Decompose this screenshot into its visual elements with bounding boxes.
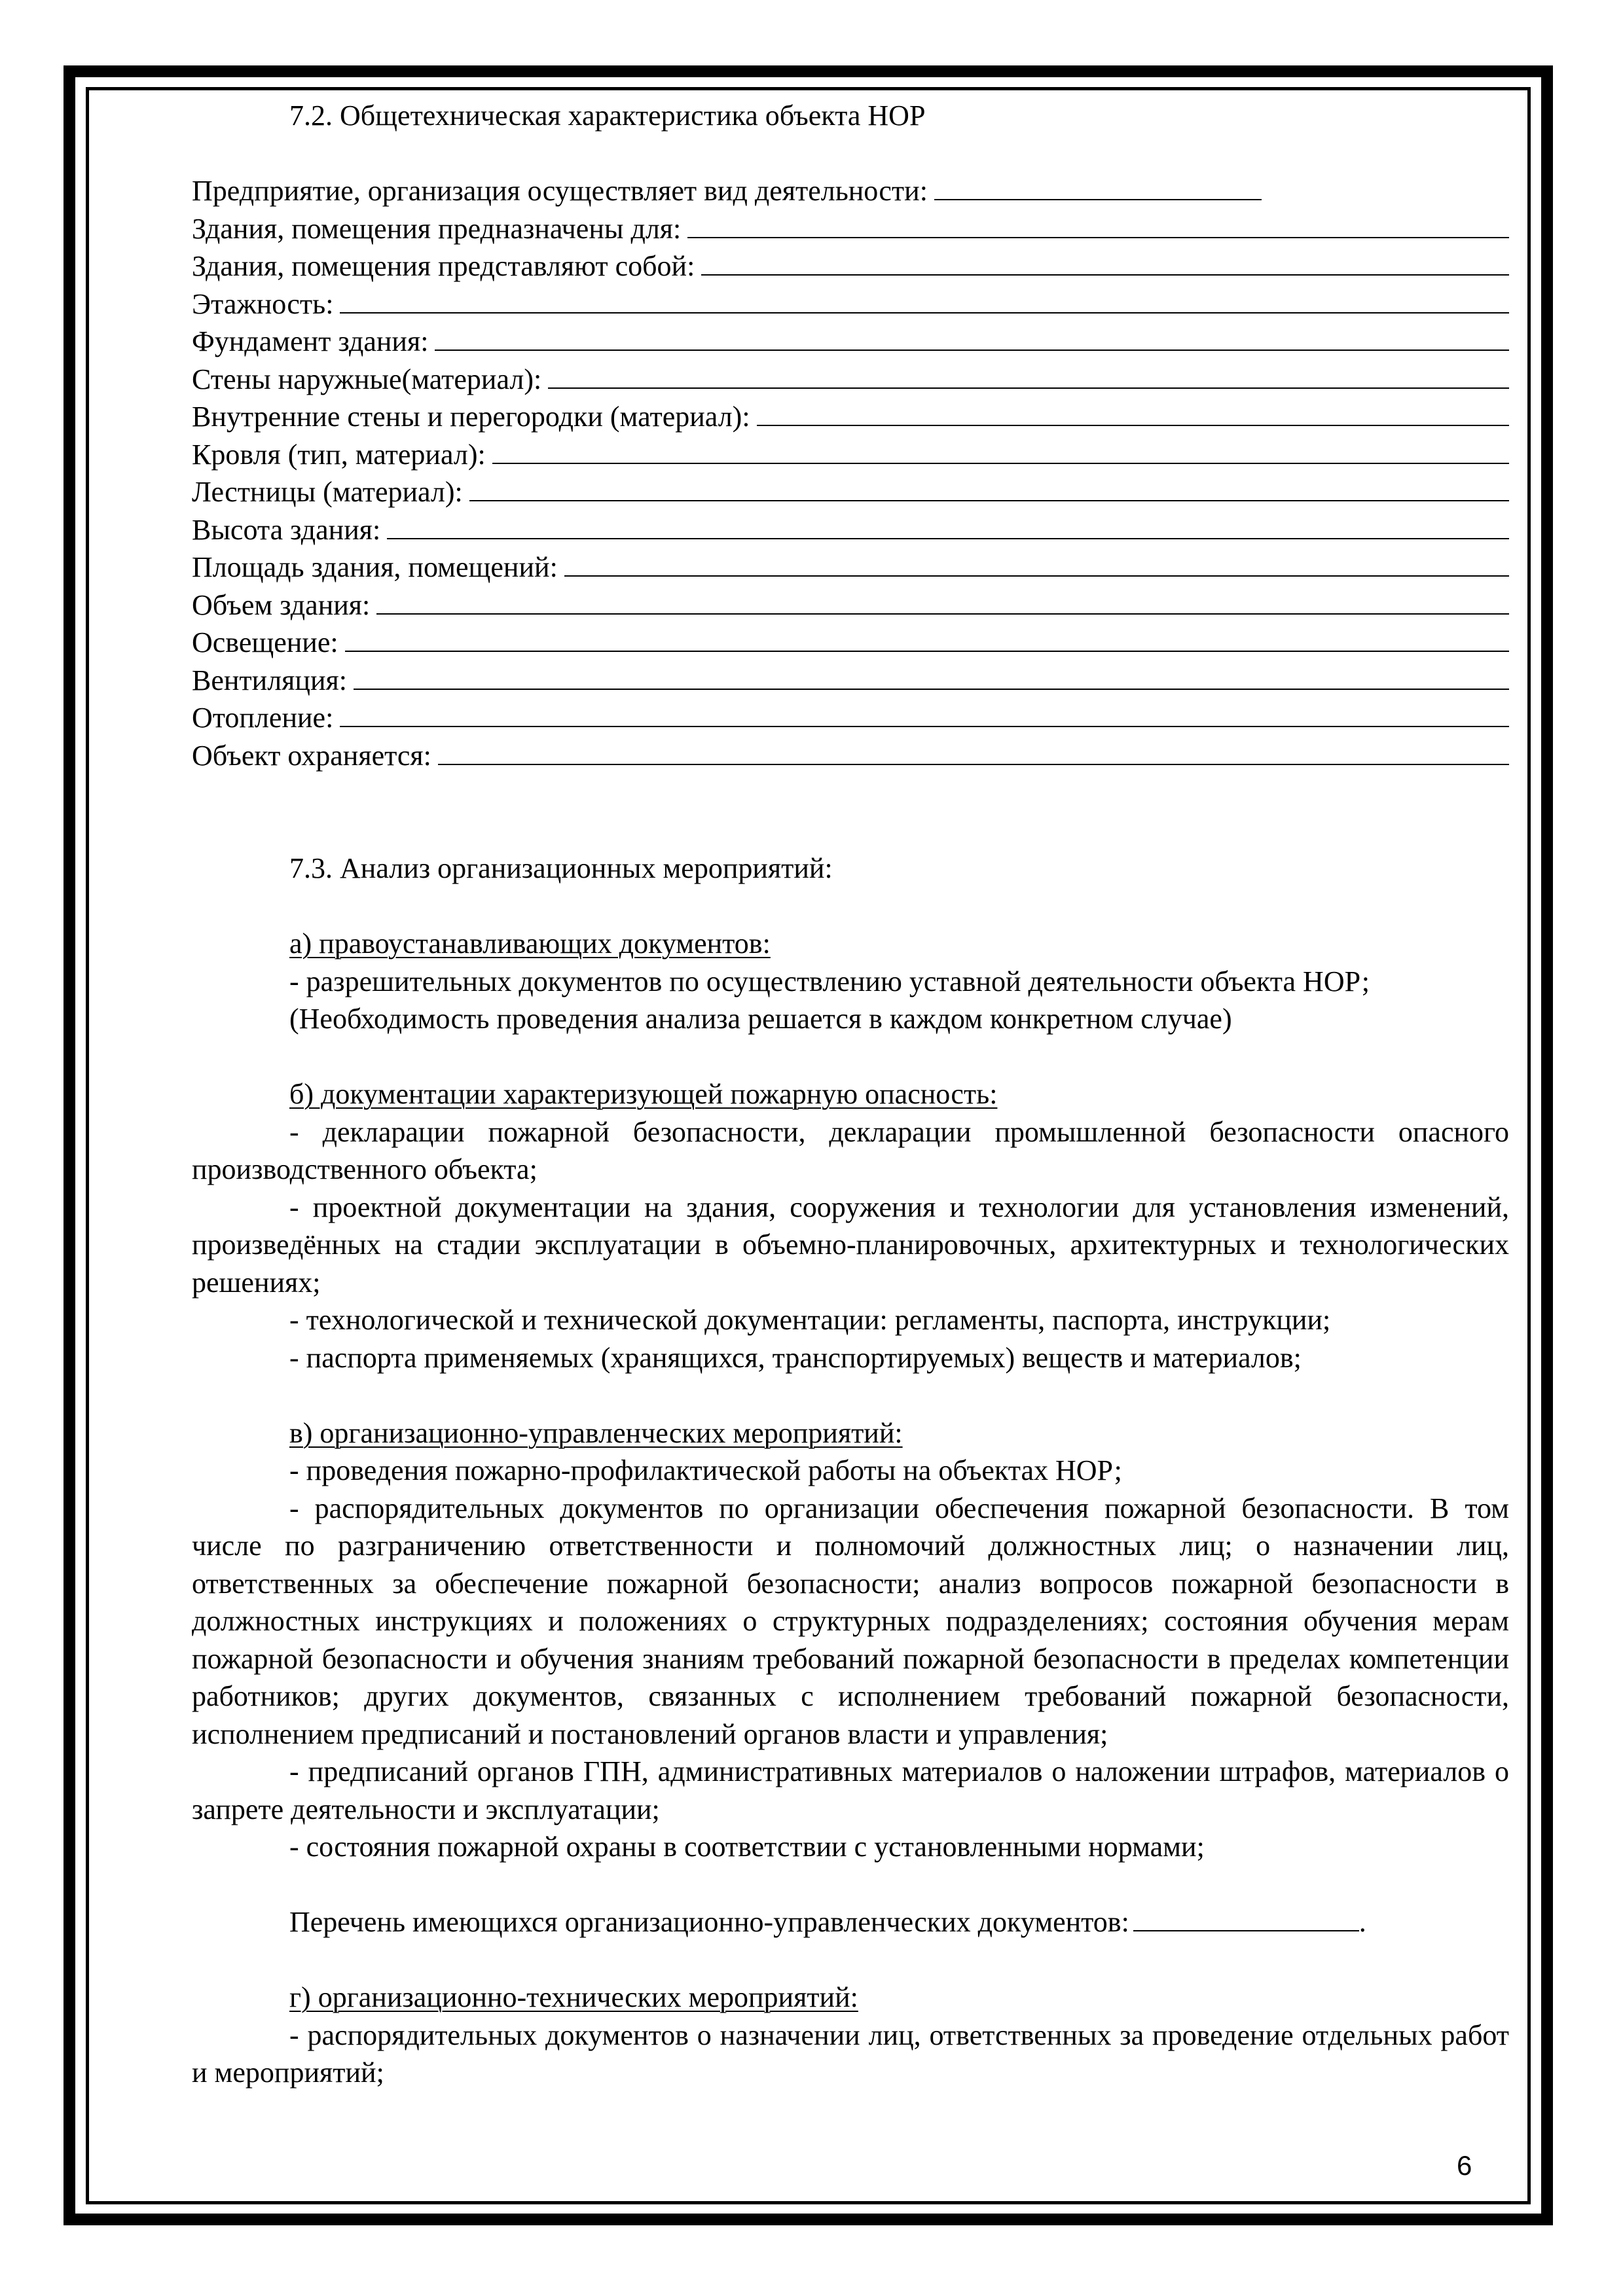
subsection-c-item: - состояния пожарной охраны в соответствии с установленными нормами; — [289, 1831, 1205, 1863]
field-blank[interactable] — [469, 474, 1509, 501]
page-number: 6 — [1457, 2150, 1472, 2181]
field-label: Фундамент здания: — [192, 325, 429, 357]
subsection-b-item: - декларации пожарной безопасности, декларации промышленной безопасности опасного производственного объекта; — [192, 1115, 1509, 1185]
field-blank[interactable] — [435, 323, 1509, 351]
field-blank[interactable] — [934, 173, 1262, 200]
field-label: Лестницы (материал): — [192, 476, 463, 508]
field-interior-walls — [192, 398, 1509, 436]
documents-list-blank[interactable] — [1133, 1907, 1359, 1931]
field-heating — [192, 699, 1509, 737]
field-blank[interactable] — [687, 211, 1509, 238]
field-label: Объект охраняется: — [192, 739, 431, 772]
subsection-c-item: - проведения пожарно-профилактической работы на объектах НОР; — [289, 1454, 1122, 1486]
documents-list-line — [192, 1903, 1509, 1941]
subsection-c-item: - предписаний органов ГПН, административных материалов о наложении штрафов, материалов о запрете деятельности и эксплуатации; — [192, 1755, 1509, 1825]
field-label: Этажность: — [192, 287, 334, 320]
subsection-d-item: - распорядительных документов о назначении лиц, ответственных за проведение отдельных работ и мероприятий; — [192, 2018, 1509, 2089]
field-blank[interactable] — [757, 399, 1509, 426]
field-blank[interactable] — [548, 361, 1509, 389]
field-security — [192, 737, 1509, 775]
field-activity — [192, 172, 1509, 210]
field-blank[interactable] — [340, 286, 1509, 314]
field-label: Отопление: — [192, 702, 334, 734]
field-label: Кровля (тип, материал): — [192, 438, 486, 471]
subsection-c-title: в) организационно-управленческих мероприятий: — [289, 1416, 903, 1449]
field-label: Площадь здания, помещений: — [192, 551, 558, 583]
subsection-d-title: г) организационно-технических мероприятий: — [289, 1981, 858, 2013]
field-foundation — [192, 323, 1509, 361]
field-height — [192, 511, 1509, 549]
field-blank[interactable] — [701, 248, 1509, 276]
field-area — [192, 548, 1509, 586]
field-blank[interactable] — [376, 587, 1509, 615]
field-volume — [192, 586, 1509, 624]
field-floors — [192, 285, 1509, 323]
field-roof — [192, 436, 1509, 474]
field-label: Внутренние стены и перегородки (материал): — [192, 401, 750, 433]
documents-list-label: Перечень имеющихся организационно-управленческих документов: — [289, 1906, 1129, 1938]
field-stairs — [192, 473, 1509, 511]
field-label: Освещение: — [192, 626, 338, 658]
field-label: Высота здания: — [192, 513, 381, 546]
subsection-b-item: - технологической и технической документации: регламенты, паспорта, инструкции; — [289, 1304, 1331, 1336]
subsection-b-item: - паспорта применяемых (хранящихся, транспортируемых) веществ и материалов; — [289, 1341, 1302, 1374]
section-7-3-heading: 7.3. Анализ организационных мероприятий: — [289, 852, 833, 884]
section-7-2-heading: 7.2. Общетехническая характеристика объекта НОР — [289, 99, 926, 132]
field-ventilation — [192, 662, 1509, 700]
subsection-a-title: а) правоустанавливающих документов: — [289, 927, 771, 960]
subsection-a-item: - разрешительных документов по осуществлению уставной деятельности объекта НОР; — [289, 965, 1370, 997]
field-label: Вентиляция: — [192, 664, 347, 696]
field-lighting — [192, 624, 1509, 662]
field-blank[interactable] — [340, 700, 1509, 727]
document-body — [192, 97, 1509, 2092]
field-blank[interactable] — [387, 512, 1509, 539]
subsection-a-note: (Необходимость проведения анализа решается в каждом конкретном случае) — [289, 1003, 1232, 1035]
field-blank[interactable] — [564, 549, 1509, 577]
field-blank[interactable] — [354, 662, 1509, 690]
field-blank[interactable] — [438, 738, 1509, 765]
field-label: Здания, помещения предназначены для: — [192, 212, 682, 245]
field-building-type — [192, 247, 1509, 285]
field-label: Здания, помещения представляют собой: — [192, 250, 695, 282]
field-label: Стены наружные(материал): — [192, 363, 542, 395]
field-purpose — [192, 210, 1509, 248]
field-label: Предприятие, организация осуществляет вид деятельности: — [192, 175, 928, 207]
field-label: Объем здания: — [192, 588, 371, 621]
field-blank[interactable] — [345, 624, 1509, 652]
subsection-b-item: - проектной документации на здания, сооружения и технологии для установления изменений, произведённых на стадии эксплуатации в объемно-планировочных, архитектурных и технологических решениях; — [192, 1191, 1509, 1299]
documents-list-end: . — [1359, 1906, 1366, 1938]
subsection-c-item: - распорядительных документов по организации обеспечения пожарной безопасности. В том числе по разграничению ответственности и полномочий должностных лиц; о назначении лиц, ответственных за обеспечение пожарной безопасности; анализ вопросов пожарной безопасности в должностных инструкциях и положениях о структурных подразделениях; состояния обучения мерам пожарной безопасности и обучения знаниям требований пожарной безопасности в пределах компетенции работников; других документов, связанных с исполнением требований пожарной безопасности, исполнением предписаний и постановлений органов власти и управления; — [192, 1492, 1509, 1750]
subsection-b-title: б) документации характеризующей пожарную опасность: — [289, 1078, 998, 1110]
field-exterior-walls — [192, 361, 1509, 399]
field-blank[interactable] — [492, 437, 1509, 464]
